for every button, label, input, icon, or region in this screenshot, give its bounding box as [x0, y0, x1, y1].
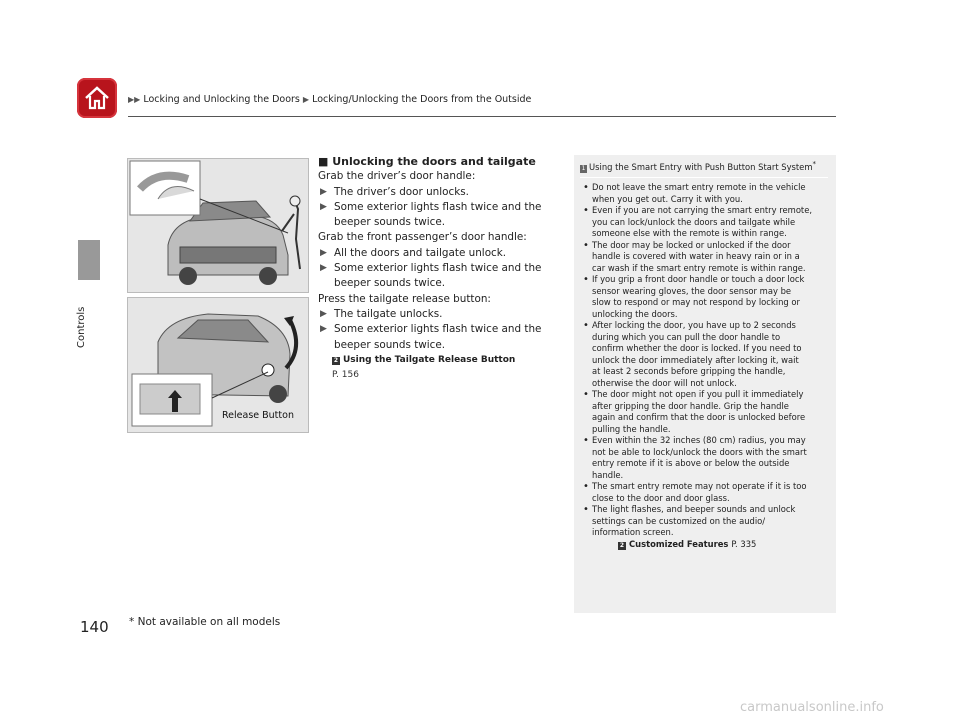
- arrow-icon: ▶: [302, 95, 310, 104]
- result-text: beeper sounds twice.: [334, 338, 446, 351]
- result-text: ▶ The tailgate unlocks.: [318, 307, 566, 322]
- footnote: * Not available on all models: [129, 616, 281, 628]
- step-text: Press the tailgate release button:: [318, 292, 491, 305]
- reference-icon: 2: [619, 541, 625, 549]
- header-divider: [128, 116, 836, 117]
- result-text: ▶ The driver’s door unlocks.: [318, 185, 566, 200]
- result-text: ▶ Some exterior lights flash twice and the: [318, 322, 566, 337]
- instructions: [318, 154, 566, 383]
- cross-reference-link[interactable]: 2 Using the Tailgate Release Button: [333, 354, 516, 365]
- reference-icon: 2: [333, 356, 339, 364]
- arrow-icon: ▶: [320, 324, 327, 335]
- note-bullet: • Even if you are not carrying the smart entry remote, you can lock/unlock the doors and tailgate while someone else with the remote is within range.: [580, 205, 828, 240]
- section-heading: ■ Unlocking the doors and tailgate: [318, 155, 536, 168]
- arrow-icon: ▶: [320, 263, 327, 274]
- result-text: beeper sounds twice.: [334, 277, 446, 290]
- result-text: ▶ All the doors and tailgate unlock.: [318, 246, 566, 261]
- note-list: [580, 182, 828, 539]
- note-title: 1 Using the Smart Entry with Push Button Start System*: [580, 159, 828, 178]
- door-handle-illustration: [127, 158, 309, 293]
- arrow-icon: ▶: [320, 186, 327, 197]
- step-text: Grab the front passenger’s door handle:: [318, 231, 527, 244]
- arrow-icon: ▶: [320, 247, 327, 258]
- section-tab[interactable]: [78, 240, 100, 280]
- arrow-icon: ▶: [320, 201, 327, 212]
- section-label: Controls: [76, 306, 87, 348]
- note-number-icon: 1: [581, 164, 586, 172]
- result-text: ▶ Some exterior lights flash twice and the: [318, 200, 566, 215]
- breadcrumb-parent[interactable]: Locking and Unlocking the Doors: [143, 94, 300, 105]
- note-bullet: • The door may be locked or unlocked if the door handle is covered with water in heavy rain or in a car wash if the smart entry remote is within range.: [580, 240, 828, 275]
- cross-reference-page: P. 156: [332, 370, 359, 381]
- note-bullet: • The door might not open if you pull it immediately after gripping the door handle. Grip the handle again and confirm that the door is unlocked before pulling the handle.: [580, 389, 828, 435]
- step-text: Grab the driver’s door handle:: [318, 170, 476, 183]
- note-bullet: • If you grip a front door handle or touch a door lock sensor wearing gloves, the door sensor may be slow to respond or may not respond by locking or unlocking the doors.: [580, 274, 828, 320]
- note-bullet: • Even within the 32 inches (80 cm) radius, you may not be able to lock/unlock the doors with the smart entry remote if it is above or below the outside handle.: [580, 435, 828, 481]
- note-cross-reference-link[interactable]: 2 Customized Features P. 335: [619, 538, 757, 549]
- arrow-icon: ▶: [320, 308, 327, 319]
- note-bullet: • The smart entry remote may not operate if it is too close to the door and door glass.: [580, 481, 828, 504]
- result-text: ▶ Some exterior lights flash twice and the: [318, 261, 566, 276]
- note-bullet: • Do not leave the smart entry remote in the vehicle when you get out. Carry it with you.: [580, 182, 828, 205]
- breadcrumb-current[interactable]: Locking/Unlocking the Doors from the Outside: [312, 94, 532, 105]
- watermark: carmanualsonline.info: [740, 700, 884, 715]
- arrow-icon: ▶▶: [128, 95, 141, 104]
- note-panel: [574, 155, 836, 613]
- release-button-label: Release Button: [222, 410, 294, 421]
- page-number: 140: [80, 618, 109, 636]
- result-text: beeper sounds twice.: [334, 216, 446, 229]
- note-bullet: • The light flashes, and beeper sounds and unlock settings can be customized on the audio/ information screen.: [580, 504, 828, 539]
- home-icon[interactable]: [77, 78, 117, 118]
- note-bullet: • After locking the door, you have up to 2 seconds during which you can pull the door handle to confirm whether the door is locked. If you need to unlock the door immediately after locking it, wait at least 2 seconds before gripping the handle, otherwise the door will not unlock.: [580, 320, 828, 389]
- breadcrumb: [128, 94, 531, 105]
